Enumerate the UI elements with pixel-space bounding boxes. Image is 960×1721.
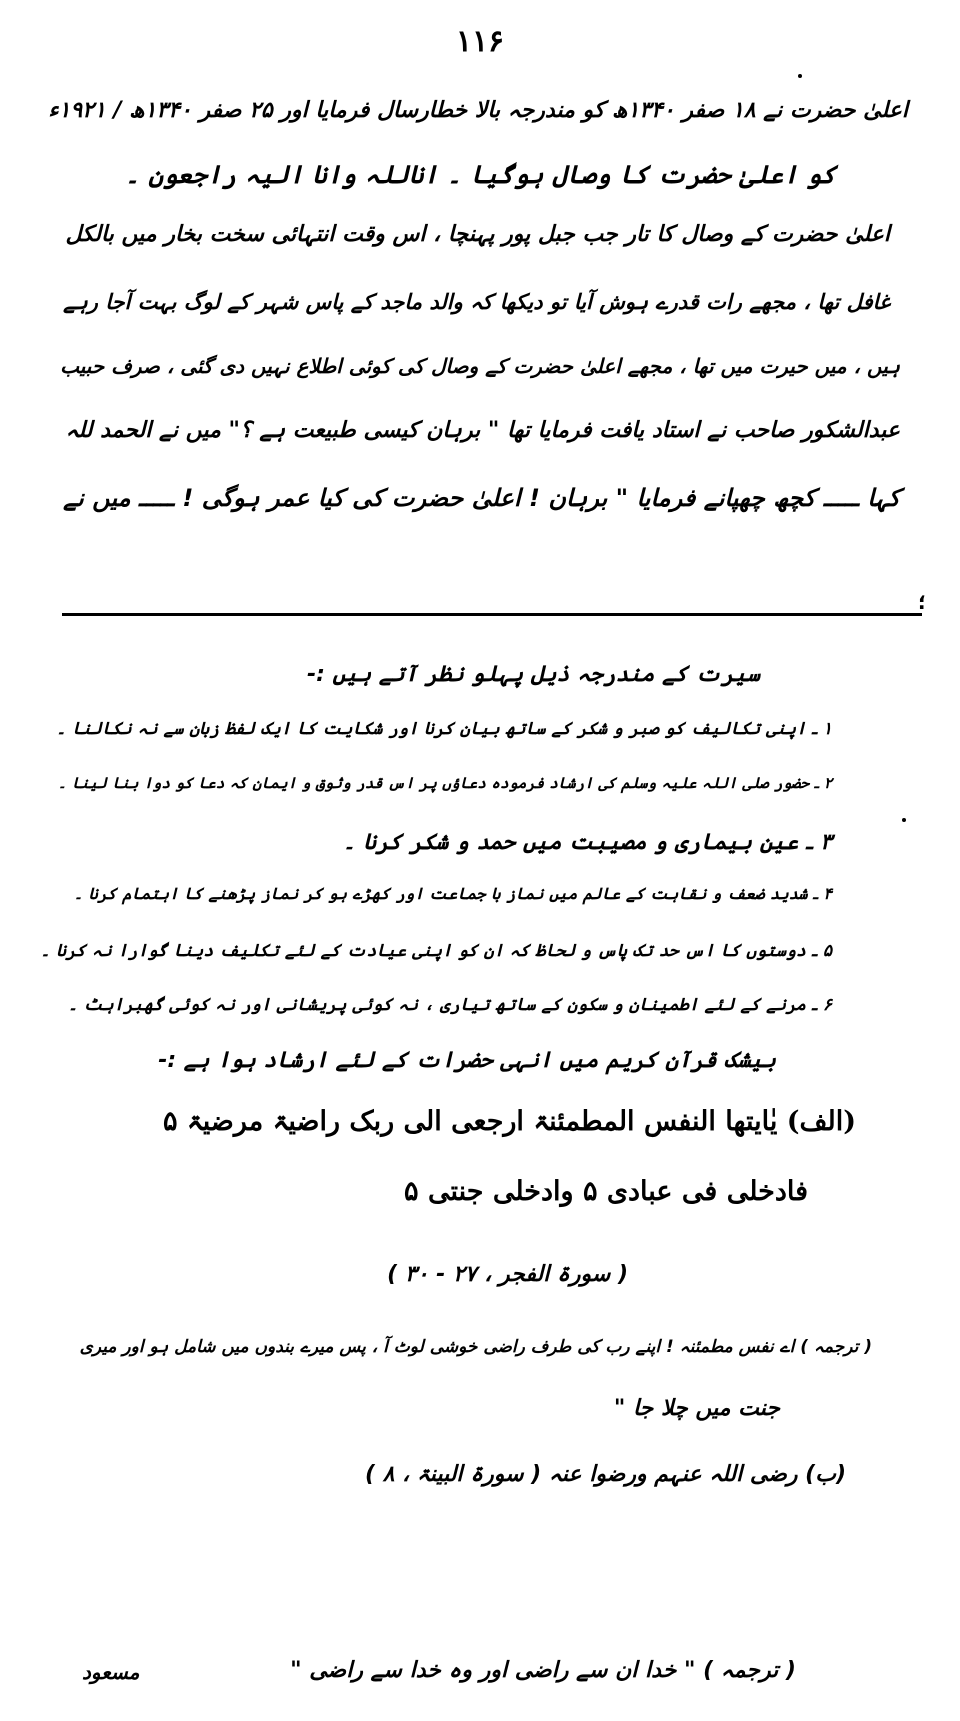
translation-line: ( ترجمہ ) " خدا ان سے راضی اور وہ خدا سے راضی " — [290, 1658, 796, 1683]
list-text: شدید ضعف و نقاہت کے عالم میں نماز با جماعت اور کھڑے ہو کر نماز پڑھنے کا اہتمام کرنا ۔ — [73, 884, 808, 903]
separator-rule — [62, 613, 922, 616]
list-text: دوستوں کا اس حد تک پاس و لحاظ کہ ان کو اپنی عیادت کے لئے تکلیف دینا گوارا نہ کرنا ۔ — [40, 941, 807, 961]
list-number: ۴ ـ — [813, 884, 832, 903]
verse-line: (ب) رضی اللہ عنہم ورضوا عنہ ( سورۃ البینۃ ، ۸ ) — [364, 1462, 846, 1487]
text-line: ہیں ، میں حیرت میں تھا ، مجھے اعلیٰ حضرت کے وصال کی کوئی اطلاع نہیں دی گئی ، صرف حبیب — [60, 354, 900, 378]
verse-line: (الف) یٰایتھا النفس المطمئنۃ ارجعی الی ربک راضیۃ مرضیۃ ۵ — [163, 1106, 856, 1137]
list-number: ۲ ـ — [814, 774, 832, 792]
intro-line: سیرت کے مندرجہ ذیل پہلو نظر آتے ہیں :- — [306, 662, 760, 687]
list-item — [56, 718, 832, 739]
verse-line: فادخلی فی عبادی ۵ وادخلی جنتی ۵ — [404, 1176, 808, 1207]
list-text: عین بیماری و مصیبت میں حمد و شکر کرنا ۔ — [342, 830, 799, 855]
text-line: کہا ـــــ کچھ چھپانے فرمایا " برہان ! اعلیٰ حضرت کی کیا عمر ہوگی ! ـــــ میں نے — [63, 484, 900, 512]
quran-intro: بیشک قرآن کریم میں انہی حضرات کے لئے ارشاد ہوا ہے :- — [158, 1048, 776, 1073]
list-text: حضور صلی اللہ علیہ وسلم کی ارشاد فرمودہ دعاؤں پر اس قدر وثوق و ایمان کہ دعا کو دوا بنا لینا ۔ — [57, 774, 810, 792]
translation-line: جنت میں چلا جا " — [613, 1396, 780, 1421]
list-text: اپنی تکالیف کو صبر و شکر کے ساتھ بیان کرنا اور شکایت کا ایک لفظ زبان سے نہ نکالنا ۔ — [56, 719, 807, 739]
translation-line: ( ترجمہ ) اے نفس مطمئنہ ! اپنے رب کی طرف راضی خوشی لوٹ آ ، پس میرے بندوں میں شامل ہو اور میری — [79, 1337, 872, 1357]
list-item — [40, 940, 832, 961]
margin-marker: ؛ — [918, 590, 926, 614]
text-line: عبدالشکور صاحب نے استاد یافت فرمایا تھا " برہان کیسی طبیعت ہے ؟" میں نے الحمد للہ — [65, 418, 900, 443]
list-item — [58, 774, 832, 792]
list-number: ۳ ـ — [806, 830, 832, 855]
verse-reference: ( سورۃ الفجر ، ۲۷ - ۳۰ ) — [387, 1262, 628, 1287]
margin-signature: مسعود — [82, 1660, 140, 1684]
page-number: ۱۱۶ — [455, 24, 505, 59]
text-line: اعلیٰ حضرت کے وصال کا تار جب جبل پور پہنچا ، اس وقت انتہائی سخت بخار میں بالکل — [65, 222, 890, 247]
list-number: ۵ ـ — [811, 941, 832, 961]
list-text: مرنے کے لئے اطمینان و سکون کے ساتھ تیاری ، نہ کوئی پریشانی اور نہ کوئی گھبراہٹ ۔ — [67, 995, 807, 1015]
text-line: غافل تھا ، مجھے رات قدرے ہوش آیا تو دیکھا کہ والد ماجد کے پاس شہر کے لوگ بہت آجا رہے — [63, 290, 890, 314]
list-number: ۱ ـ — [811, 719, 832, 739]
list-item — [74, 884, 832, 903]
text-line: اعلیٰ حضرت نے ۱۸ صفر ۱۳۴۰ھ کو مندرجہ بالا خطارسال فرمایا اور ۲۵ صفر ۱۳۴۰ھ / ۱۹۲۱ء — [48, 98, 908, 123]
ink-dot — [798, 74, 802, 78]
list-item — [343, 830, 832, 855]
text-line: کو اعلیٰ حضرت کا وصال ہوگیا ۔ اناللہ وانا الیہ راجعون ۔ — [125, 160, 836, 189]
list-number: ۶ ـ — [811, 995, 832, 1015]
list-item — [68, 994, 832, 1015]
ink-dot — [902, 818, 906, 822]
